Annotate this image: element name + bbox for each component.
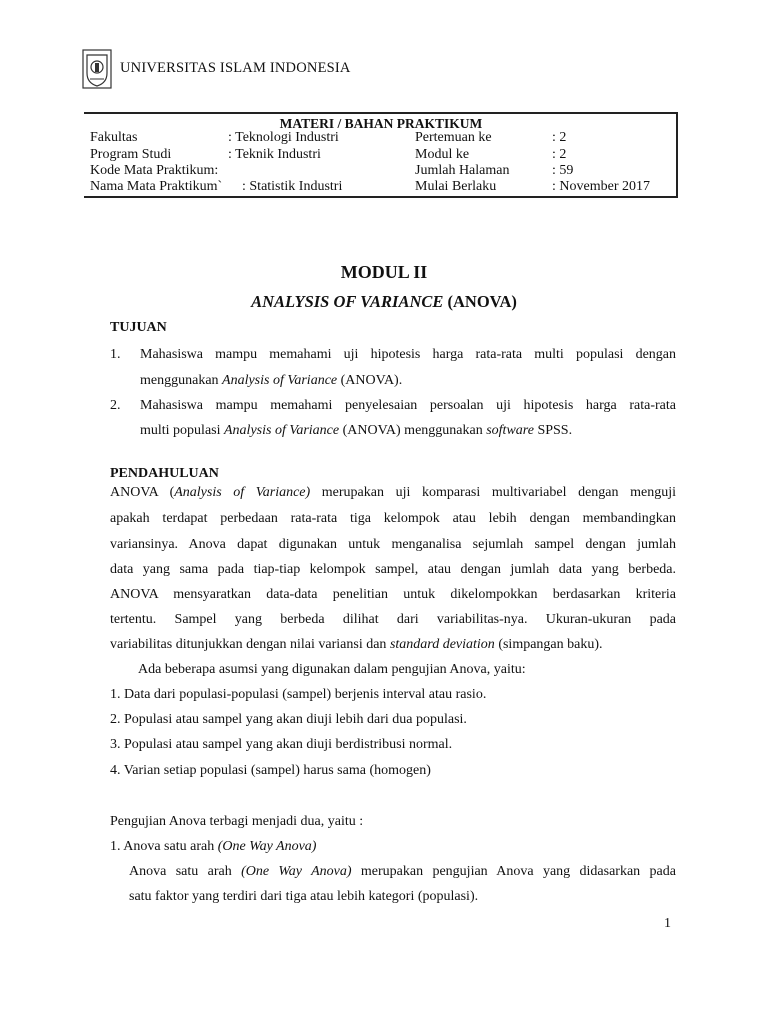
text-fragment-italic: Analysis of Variance [222, 373, 338, 388]
text-fragment: multi populasi [140, 423, 224, 438]
text-fragment-italic: standard deviation [389, 637, 495, 652]
tujuan-item-text: Mahasiswa mampu memahami penyelesaian persoalan uji hipotesis harga rata-rata [140, 398, 676, 413]
header-box-title: MATERI / BAHAN PRAKTIKUM [279, 116, 483, 131]
asumsi-item: 1. Data dari populasi-populasi (sampel) berjenis interval atau rasio. [110, 687, 487, 702]
text-fragment: SPSS. [533, 423, 573, 438]
value-program-studi: : Teknik Industri [228, 147, 321, 162]
pengujian-description-line [129, 859, 676, 885]
pengujian-intro: Pengujian Anova terbagi menjadi dua, yaitu : [110, 814, 364, 829]
value-fakultas: : Teknologi Industri [228, 130, 339, 145]
subtitle-italic: ANALYSIS OF VARIANCE [251, 292, 444, 311]
text-fragment-italic: (One Way Anova) [241, 864, 352, 879]
text-fragment: variabilitas ditunjukkan dengan nilai variansi dan [110, 637, 390, 652]
label-kode-mata-praktikum: Kode Mata Praktikum: [90, 163, 219, 178]
asumsi-item: 3. Populasi atau sampel yang akan diuji berdistribusi normal. [110, 737, 453, 752]
pengujian-item [110, 834, 316, 860]
text-fragment: Anova satu arah [129, 864, 242, 879]
label-program-studi: Program Studi [90, 147, 172, 162]
text-fragment-italic: (One Way Anova) [217, 839, 317, 854]
tujuan-item-text: Mahasiswa mampu memahami uji hipotesis harga rata-rata multi populasi dengan [140, 347, 676, 362]
tujuan-item-text [140, 368, 402, 394]
pengujian-description-line: satu faktor yang terdiri dari tiga atau lebih kategori (populasi). [129, 889, 479, 904]
pendahuluan-heading: PENDAHULUAN [110, 466, 219, 481]
pendahuluan-paragraph-line: data yang sama pada tiap-tiap kelompok sampel, atau dengan jumlah data yang berbeda. [110, 562, 676, 577]
value-jumlah-halaman: : 59 [552, 163, 574, 178]
value-modul-ke: : 2 [552, 147, 567, 162]
asumsi-intro: Ada beberapa asumsi yang digunakan dalam pengujian Anova, yaitu: [138, 662, 526, 677]
label-nama-mata-praktikum: Nama Mata Praktikum` [90, 179, 223, 194]
module-subtitle [0, 292, 768, 312]
tujuan-item-number: 1. [110, 347, 121, 362]
text-fragment: (ANOVA). [337, 373, 403, 388]
text-fragment: merupakan pengujian Anova yang didasarkan pada [351, 864, 676, 879]
value-nama-mata-praktikum: : Statistik Industri [242, 179, 343, 194]
text-fragment: (simpangan baku). [494, 637, 603, 652]
tujuan-item-text [140, 418, 572, 444]
text-fragment-italic: Analysis of Variance [224, 423, 340, 438]
module-title: MODUL II [340, 262, 428, 282]
text-fragment: 1. Anova satu arah [110, 839, 218, 854]
text-fragment-italic: software [486, 423, 534, 438]
subtitle-normal: (ANOVA) [443, 292, 517, 311]
university-name: UNIVERSITAS ISLAM INDONESIA [120, 60, 351, 76]
pendahuluan-paragraph-line: variansinya. Anova dapat digunakan untuk menganalisa sejumlah sampel dengan jumlah [110, 537, 676, 552]
tujuan-item-number: 2. [110, 398, 121, 413]
pendahuluan-paragraph-line [110, 632, 603, 658]
asumsi-item: 4. Varian setiap populasi (sampel) harus sama (homogen) [110, 763, 431, 778]
text-fragment: ANOVA ( [110, 485, 175, 500]
pendahuluan-paragraph-line: tertentu. Sampel yang berbeda dilihat dari variabilitas-nya. Ukuran-ukuran pada [110, 612, 676, 627]
pendahuluan-paragraph-line: ANOVA mensyaratkan data-data penelitian untuk dikelompokkan berdasarkan kriteria [110, 587, 676, 602]
text-fragment-italic: Analysis of Variance) [174, 485, 311, 500]
tujuan-heading: TUJUAN [110, 320, 167, 335]
label-jumlah-halaman: Jumlah Halaman [415, 163, 510, 178]
text-fragment: merupakan uji komparasi multivariabel dengan menguji [310, 485, 676, 500]
label-modul-ke: Modul ke [415, 147, 470, 162]
asumsi-item: 2. Populasi atau sampel yang akan diuji lebih dari dua populasi. [110, 712, 467, 727]
university-logo-icon [82, 49, 112, 89]
page-number: 1 [664, 916, 671, 931]
pendahuluan-paragraph-line: apakah terdapat perbedaan rata-rata tiga kelompok atau lebih dengan membandingkan [110, 511, 676, 526]
label-mulai-berlaku: Mulai Berlaku [415, 179, 497, 194]
text-fragment: menggunakan [140, 373, 223, 388]
pendahuluan-paragraph-line [110, 480, 676, 506]
label-fakultas: Fakultas [90, 130, 138, 145]
text-fragment: (ANOVA) menggunakan [339, 423, 487, 438]
value-pertemuan: : 2 [552, 130, 567, 145]
label-pertemuan: Pertemuan ke [415, 130, 492, 145]
value-mulai-berlaku: : November 2017 [552, 179, 650, 194]
